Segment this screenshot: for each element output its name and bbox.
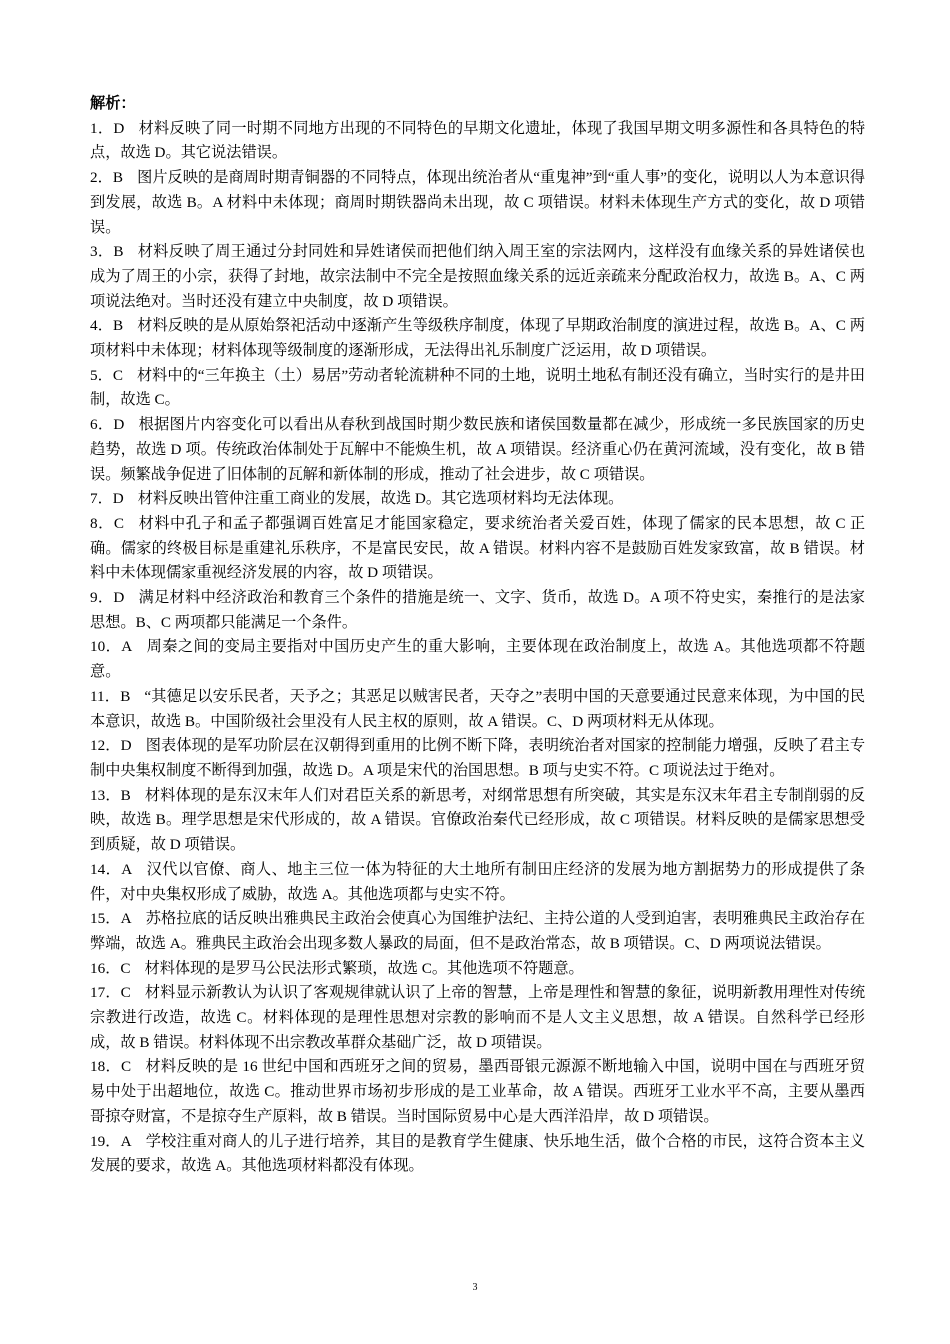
explanation-item <box>90 957 865 982</box>
question-number: 10． <box>90 638 122 656</box>
explanation-item <box>90 240 865 314</box>
question-number: 4． <box>90 317 114 335</box>
question-number: 18． <box>90 1058 121 1076</box>
question-number: 6． <box>90 416 114 434</box>
question-number: 2． <box>90 169 113 187</box>
answer-letter: B <box>112 169 124 187</box>
explanation-item <box>90 784 865 858</box>
explanation-text: 材料体现的是罗马公民法形式繁琐，故选 C。其他选项不符题意。 <box>144 959 584 977</box>
explanation-text: “其德足以安乐民者，天予之；其恶足以贼害民者，天夺之”表明中国的天意要通过民意来体现，为中国的民本意识，故选 B。中国阶级社会里没有人民主权的原则，故 A 错误。C、D 两项材料无从体现。 <box>90 687 866 730</box>
answer-letter: C <box>120 1058 132 1076</box>
answer-explanations <box>90 92 865 1179</box>
question-number: 14． <box>90 860 122 878</box>
question-number: 7． <box>90 490 113 508</box>
explanation-text: 材料反映的是从原始祭祀活动中逐渐产生等级秩序制度，体现了早期政治制度的演进过程，故选 B。A、C 两项材料中未体现；材料体现等级制度的逐渐形成，无法得出礼乐制度广泛运用，故 D 项错误。 <box>90 317 865 360</box>
explanation-text: 材料显示新教认为认识了客观规律就认识了上帝的智慧，上帝是理性和智慧的象征，说明新教用理性对传统宗教进行改造，故选 C。材料体现的是理性思想对宗教的影响而不是人文主义思想，故 A 错误。自然科学已经形成，故 B 错误。材料体现不出宗教改革群众基础广泛，故 D 项错误。 <box>90 984 866 1051</box>
explanation-text: 满足材料中经济政治和教育三个条件的措施是统一、文字、货币，故选 D。A 项不符史实，秦推行的是法家思想。B、C 两项都只能满足一个条件。 <box>90 589 865 631</box>
answer-letter: B <box>120 786 131 804</box>
explanation-item <box>90 981 865 1055</box>
question-number: 1． <box>90 119 114 137</box>
explanation-item <box>90 487 865 512</box>
explanation-item <box>90 858 865 907</box>
question-number: 5． <box>90 366 113 384</box>
section-heading: 解析： <box>90 95 136 112</box>
explanation-text: 材料体现的是东汉末年人们对君臣关系的新思考，对纲常思想有所突破，其实是东汉末年君主专制削弱的反映，故选 B。理学思想是宋代形成的，故 A 错误。官僚政治秦代已经形成，故 C 项错误。材料反映的是儒家思想受到质疑，故 D 项错误。 <box>90 786 866 854</box>
explanation-text: 汉代以官僚、商人、地主三位一体为特征的大土地所有制田庄经济的发展为地方割据势力的形成提供了条件，对中央集权形成了威胁，故选 A。其他选项都与史实不符。 <box>90 860 866 903</box>
answer-letter: C <box>120 984 131 1002</box>
explanation-text: 材料中的“三年换主（土）易居”劳动者轮流耕种不同的土地，说明土地私有制还没有确立，当时实行的是井田制，故选 C。 <box>90 366 865 409</box>
answer-letter: A <box>120 910 132 928</box>
explanation-item <box>90 635 865 684</box>
explanation-item <box>90 413 865 487</box>
answer-letter: C <box>113 514 125 532</box>
question-number: 3． <box>90 243 114 261</box>
question-number: 13． <box>90 786 121 804</box>
explanation-text: 根据图片内容变化可以看出从春秋到战国时期少数民族和诸侯国数量都在减少，形成统一多民族国家的历史趋势，故选 D 项。传统政治体制处于瓦解中不能焕生机，故 A 项错误。经济重心仍在黄河流域，没有变化，故 B 错误。频繁战争促进了旧体制的瓦解和新体制的形成，推动了社会进步，故 C 项错误。 <box>90 416 866 483</box>
answer-letter: D <box>112 490 124 508</box>
explanation-item <box>90 512 865 586</box>
explanation-text: 材料反映出管仲注重工商业的发展，故选 D。其它选项材料均无法体现。 <box>137 490 624 508</box>
answer-letter: D <box>120 737 132 755</box>
question-number: 16． <box>90 959 121 977</box>
explanation-item <box>90 166 865 240</box>
answer-letter: B <box>113 317 124 335</box>
answer-letter: C <box>120 959 131 977</box>
explanation-text: 材料中孔子和孟子都强调百姓富足才能国家稳定，要求统治者关爱百姓，体现了儒家的民本思想，故 C 正确。儒家的终极目标是重建礼乐秩序，不是富民安民，故 A 错误。材料内容不是鼓励百姓发家致富，故 B 错误。材料中未体现儒家重视经济发展的内容，故 D 项错误。 <box>90 514 866 582</box>
explanation-text: 图表体现的是军功阶层在汉朝得到重用的比例不断下降，表明统治者对国家的控制能力增强，反映了君主专制中央集权制度不断得到加强，故选 D。A 项是宋代的治国思想。B 项与史实不符。C 项说法过于绝对。 <box>90 737 866 779</box>
question-number: 11． <box>90 687 121 705</box>
explanation-text: 材料反映了同一时期不同地方出现的不同特色的早期文化遗址，体现了我国早期文明多源性和各具特色的特点，故选 D。其它说法错误。 <box>90 119 866 162</box>
question-number: 9． <box>90 589 114 607</box>
page-number: 3 <box>472 1282 478 1293</box>
answer-letter: A <box>120 1132 132 1150</box>
explanation-text: 材料反映了周王通过分封同姓和异姓诸侯而把他们纳入周王室的宗法网内，这样没有血缘关系的异姓诸侯也成为了周王的小宗，获得了封地，故宗法制中不完全是按照血缘关系的远近亲疏来分配政治权力，故选 B。A、C 两项说法绝对。当时还没有建立中央制度，故 D 项错误。 <box>90 243 866 310</box>
explanation-text: 苏格拉底的话反映出雅典民主政治会使真心为国维护法纪、主持公道的人受到迫害，表明雅典民主政治存在弊端，故选 A。雅典民主政治会出现多数人暴政的局面，但不是政治常态，故 B 项错误。C、D 两项说法错误。 <box>90 910 866 952</box>
explanation-text: 图片反映的是商周时期青铜器的不同特点，体现出统治者从“重鬼神”到“重人事”的变化，说明以人为本意识得到发展，故选 B。A 材料中未体现；商周时期铁器尚未出现，故 C 项错误。材料未体现生产方式的变化，故 D 项错误。 <box>90 169 866 236</box>
answer-letter: D <box>113 416 125 434</box>
explanation-item <box>90 1055 865 1129</box>
explanation-text: 材料反映的是 16 世纪中国和西班牙之间的贸易，墨西哥银元源源不断地输入中国，说明中国在与西班牙贸易中处于出超地位，故选 C。推动世界市场初步形成的是工业革命，故 A 错误。西班牙工业水平不高，主要从墨西哥掠夺财富，不是掠夺生产原料，故 B 错误。当时国际贸易中心是大西洋沿岸，故 D 项错误。 <box>90 1058 866 1125</box>
explanation-text: 学校注重对商人的儿子进行培养，其目的是教育学生健康、快乐地生活，做个合格的市民，这符合资本主义发展的要求，故选 A。其他选项材料都没有体现。 <box>90 1132 866 1175</box>
explanation-item <box>90 586 865 635</box>
answer-letter: D <box>113 119 125 137</box>
question-number: 17． <box>90 984 121 1002</box>
explanation-item <box>90 734 865 783</box>
answer-letter: D <box>113 589 125 607</box>
question-number: 8． <box>90 514 114 532</box>
question-number: 15． <box>90 910 121 928</box>
explanation-item <box>90 364 865 413</box>
question-number: 12． <box>90 737 121 755</box>
answer-letter: B <box>120 687 131 705</box>
explanation-item <box>90 117 865 166</box>
answer-letter: A <box>121 638 133 656</box>
answer-letter: B <box>113 243 124 261</box>
question-number: 19． <box>90 1132 121 1150</box>
explanation-text: 周秦之间的变局主要指对中国历史产生的重大影响，主要体现在政治制度上，故选 A。其他选项都不符题意。 <box>90 638 866 681</box>
explanation-item <box>90 1130 865 1179</box>
explanation-item <box>90 314 865 363</box>
answer-letter: A <box>121 860 133 878</box>
explanation-item <box>90 907 865 956</box>
explanation-item <box>90 685 865 734</box>
explanation-list <box>90 117 865 1179</box>
answer-letter: C <box>112 366 123 384</box>
